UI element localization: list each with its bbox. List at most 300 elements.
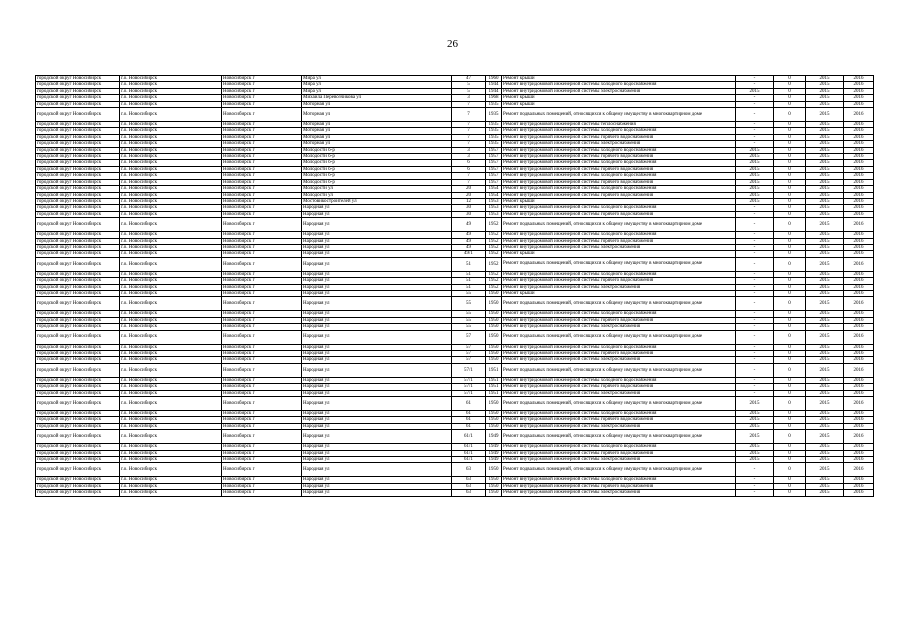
cell-end-year: 2016	[844, 108, 874, 122]
cell-cost: 0	[774, 271, 806, 277]
cell-year: 1950	[486, 483, 502, 489]
cell-house: 57/1	[452, 384, 486, 390]
cell-cost: 0	[774, 95, 806, 101]
cell-work-type: Ремонт внутридомовой инженерной системы холодного водоснабжения	[502, 160, 736, 166]
cell-house: 51	[452, 257, 486, 271]
cell-end-year: 2016	[844, 122, 874, 128]
cell-street: Народная ул	[302, 205, 452, 211]
cell-locality: Новосибирск г	[222, 166, 302, 172]
cell-start-year: 2015	[806, 128, 844, 134]
cell-house: 55	[452, 317, 486, 323]
cell-plan-year: -	[736, 311, 774, 317]
cell-work-type: Ремонт внутридомовой инженерной системы электроснабжения	[502, 423, 736, 429]
cell-work-type: Ремонт внутридомовой инженерной системы горячего водоснабжения	[502, 278, 736, 284]
cell-municipality: городской округ Новосибирск	[36, 397, 120, 411]
table-row	[36, 330, 874, 344]
cell-street: Народная ул	[302, 450, 452, 456]
cell-end-year: 2016	[844, 232, 874, 238]
cell-plan-year: -	[736, 390, 774, 396]
cell-locality: Новосибирск г	[222, 173, 302, 179]
cell-start-year: 2015	[806, 82, 844, 88]
cell-locality: Новосибирск г	[222, 278, 302, 284]
cell-locality: Новосибирск г	[222, 463, 302, 477]
cell-street: Народная ул	[302, 397, 452, 411]
cell-year: 1954	[486, 186, 502, 192]
cell-settlement: г.о. Новосибирск	[120, 450, 222, 456]
table-row	[36, 257, 874, 271]
cell-street: Молодости ул	[302, 192, 452, 198]
cell-plan-year: -	[736, 141, 774, 147]
cell-start-year: 2015	[806, 122, 844, 128]
cell-plan-year: -	[736, 290, 774, 296]
cell-locality: Новосибирск г	[222, 179, 302, 185]
cell-house: 7	[452, 128, 486, 134]
cell-locality: Новосибирск г	[222, 390, 302, 396]
cell-street: Мостовикостроителей ул	[302, 198, 452, 204]
cell-municipality: городской округ Новосибирск	[36, 483, 120, 489]
cell-cost: 0	[774, 257, 806, 271]
cell-house: 61	[452, 423, 486, 429]
cell-start-year: 2015	[806, 290, 844, 296]
cell-end-year: 2016	[844, 411, 874, 417]
cell-settlement: г.о. Новосибирск	[120, 205, 222, 211]
cell-street: Моторная ул	[302, 108, 452, 122]
cell-work-type: Ремонт внутридомовой инженерной системы горячего водоснабжения	[502, 351, 736, 357]
cell-year: 1949	[486, 444, 502, 450]
cell-end-year: 2016	[844, 271, 874, 277]
cell-plan-year: -	[736, 95, 774, 101]
cell-street: Народная ул	[302, 238, 452, 244]
cell-settlement: г.о. Новосибирск	[120, 88, 222, 94]
cell-locality: Новосибирск г	[222, 450, 302, 456]
cell-settlement: г.о. Новосибирск	[120, 463, 222, 477]
cell-end-year: 2016	[844, 278, 874, 284]
cell-end-year: 2016	[844, 101, 874, 107]
cell-end-year: 2016	[844, 363, 874, 377]
cell-house: 7	[452, 141, 486, 147]
cell-settlement: г.о. Новосибирск	[120, 122, 222, 128]
cell-end-year: 2016	[844, 444, 874, 450]
cell-plan-year: 2015	[736, 186, 774, 192]
cell-cost: 0	[774, 244, 806, 250]
cell-street: Народная ул	[302, 463, 452, 477]
cell-cost: 0	[774, 363, 806, 377]
cell-settlement: г.о. Новосибирск	[120, 211, 222, 217]
cell-settlement: г.о. Новосибирск	[120, 244, 222, 250]
cell-settlement: г.о. Новосибирск	[120, 238, 222, 244]
cell-cost: 0	[774, 344, 806, 350]
cell-locality: Новосибирск г	[222, 101, 302, 107]
cell-locality: Новосибирск г	[222, 76, 302, 82]
cell-municipality: городской округ Новосибирск	[36, 76, 120, 82]
cell-end-year: 2016	[844, 179, 874, 185]
cell-locality: Новосибирск г	[222, 357, 302, 363]
cell-street: Народная ул	[302, 324, 452, 330]
cell-settlement: г.о. Новосибирск	[120, 317, 222, 323]
cell-locality: Новосибирск г	[222, 134, 302, 140]
cell-start-year: 2015	[806, 357, 844, 363]
cell-cost: 0	[774, 82, 806, 88]
cell-plan-year: -	[736, 490, 774, 496]
cell-house: 7	[452, 108, 486, 122]
cell-start-year: 2015	[806, 257, 844, 271]
cell-start-year: 2015	[806, 430, 844, 444]
cell-cost: 0	[774, 141, 806, 147]
cell-municipality: городской округ Новосибирск	[36, 218, 120, 232]
cell-work-type: Ремонт внутридомовой инженерной системы горячего водоснабжения	[502, 166, 736, 172]
cell-cost: 0	[774, 218, 806, 232]
cell-year: 1952	[486, 251, 502, 257]
cell-house: 57	[452, 351, 486, 357]
cell-work-type: Ремонт внутридомовой инженерной системы холодного водоснабжения	[502, 477, 736, 483]
cell-year: 1952	[486, 238, 502, 244]
cell-end-year: 2016	[844, 384, 874, 390]
cell-end-year: 2016	[844, 82, 874, 88]
cell-municipality: городской округ Новосибирск	[36, 108, 120, 122]
cell-house: 47	[452, 76, 486, 82]
cell-plan-year: -	[736, 284, 774, 290]
cell-municipality: городской округ Новосибирск	[36, 357, 120, 363]
cell-house: 3	[452, 154, 486, 160]
cell-settlement: г.о. Новосибирск	[120, 271, 222, 277]
cell-end-year: 2016	[844, 205, 874, 211]
cell-work-type: Ремонт внутридомовой инженерной системы холодного водоснабжения	[502, 232, 736, 238]
cell-year: 1957	[486, 173, 502, 179]
cell-municipality: городской округ Новосибирск	[36, 186, 120, 192]
cell-house: 57	[452, 330, 486, 344]
cell-cost: 0	[774, 134, 806, 140]
cell-work-type: Ремонт внутридомовой инженерной системы электроснабжения	[502, 490, 736, 496]
cell-plan-year: -	[736, 330, 774, 344]
table-row	[36, 363, 874, 377]
table-row	[36, 490, 874, 496]
cell-locality: Новосибирск г	[222, 192, 302, 198]
table-row	[36, 430, 874, 444]
cell-settlement: г.о. Новосибирск	[120, 483, 222, 489]
cell-locality: Новосибирск г	[222, 128, 302, 134]
cell-start-year: 2015	[806, 271, 844, 277]
cell-locality: Новосибирск г	[222, 457, 302, 463]
cell-house: 30	[452, 205, 486, 211]
cell-plan-year: -	[736, 257, 774, 271]
cell-locality: Новосибирск г	[222, 330, 302, 344]
cell-work-type: Ремонт подвальных помещений, относящихся к общему имуществу в многоквартирном доме	[502, 257, 736, 271]
cell-end-year: 2016	[844, 430, 874, 444]
cell-settlement: г.о. Новосибирск	[120, 251, 222, 257]
cell-house: 63	[452, 490, 486, 496]
cell-work-type: Ремонт внутридомовой инженерной системы теплоснабжения	[502, 122, 736, 128]
cell-settlement: г.о. Новосибирск	[120, 363, 222, 377]
cell-start-year: 2015	[806, 311, 844, 317]
cell-plan-year: -	[736, 128, 774, 134]
cell-plan-year: -	[736, 218, 774, 232]
cell-street: Народная ул	[302, 477, 452, 483]
cell-settlement: г.о. Новосибирск	[120, 311, 222, 317]
cell-locality: Новосибирск г	[222, 238, 302, 244]
cell-locality: Новосибирск г	[222, 82, 302, 88]
cell-end-year: 2016	[844, 192, 874, 198]
cell-municipality: городской округ Новосибирск	[36, 122, 120, 128]
cell-plan-year: -	[736, 82, 774, 88]
cell-municipality: городской округ Новосибирск	[36, 330, 120, 344]
cell-street: Народная ул	[302, 257, 452, 271]
cell-work-type: Ремонт внутридомовой инженерной системы электроснабжения	[502, 357, 736, 363]
cell-end-year: 2016	[844, 186, 874, 192]
cell-municipality: городской округ Новосибирск	[36, 101, 120, 107]
cell-work-type: Ремонт внутридомовой инженерной системы холодного водоснабжения	[502, 147, 736, 153]
cell-cost: 0	[774, 423, 806, 429]
cell-plan-year: 2015	[736, 417, 774, 423]
cell-end-year: 2016	[844, 344, 874, 350]
cell-start-year: 2015	[806, 95, 844, 101]
cell-cost: 0	[774, 477, 806, 483]
cell-municipality: городской округ Новосибирск	[36, 290, 120, 296]
cell-cost: 0	[774, 311, 806, 317]
cell-cost: 0	[774, 377, 806, 383]
cell-municipality: городской округ Новосибирск	[36, 423, 120, 429]
cell-street: Народная ул	[302, 278, 452, 284]
cell-work-type: Ремонт внутридомовой инженерной системы холодного водоснабжения	[502, 271, 736, 277]
cell-municipality: городской округ Новосибирск	[36, 278, 120, 284]
cell-plan-year: -	[736, 324, 774, 330]
cell-work-type: Ремонт подвальных помещений, относящихся к общему имуществу в многоквартирном доме	[502, 108, 736, 122]
cell-house: 49	[452, 238, 486, 244]
cell-work-type: Ремонт подвальных помещений, относящихся к общему имуществу в многоквартирном доме	[502, 218, 736, 232]
cell-street: Народная ул	[302, 311, 452, 317]
cell-plan-year: -	[736, 351, 774, 357]
cell-start-year: 2015	[806, 317, 844, 323]
cell-settlement: г.о. Новосибирск	[120, 154, 222, 160]
cell-locality: Новосибирск г	[222, 95, 302, 101]
cell-work-type: Ремонт крыши	[502, 251, 736, 257]
cell-street: Народная ул	[302, 411, 452, 417]
cell-locality: Новосибирск г	[222, 88, 302, 94]
cell-end-year: 2016	[844, 211, 874, 217]
cell-start-year: 2015	[806, 186, 844, 192]
cell-street: Народная ул	[302, 211, 452, 217]
cell-municipality: городской округ Новосибирск	[36, 417, 120, 423]
cell-house: 57/1	[452, 390, 486, 396]
cell-cost: 0	[774, 198, 806, 204]
cell-locality: Новосибирск г	[222, 160, 302, 166]
cell-cost: 0	[774, 463, 806, 477]
cell-end-year: 2016	[844, 251, 874, 257]
cell-settlement: г.о. Новосибирск	[120, 284, 222, 290]
cell-year: 1950	[486, 463, 502, 477]
cell-plan-year: -	[736, 122, 774, 128]
cell-settlement: г.о. Новосибирск	[120, 444, 222, 450]
cell-work-type: Ремонт крыши	[502, 290, 736, 296]
cell-plan-year: -	[736, 463, 774, 477]
cell-municipality: городской округ Новосибирск	[36, 363, 120, 377]
cell-end-year: 2016	[844, 450, 874, 456]
cell-plan-year: -	[736, 377, 774, 383]
cell-plan-year: 2015	[736, 179, 774, 185]
cell-cost: 0	[774, 317, 806, 323]
cell-work-type: Ремонт внутридомовой инженерной системы электроснабжения	[502, 244, 736, 250]
cell-locality: Новосибирск г	[222, 211, 302, 217]
cell-street: Народная ул	[302, 284, 452, 290]
cell-start-year: 2015	[806, 88, 844, 94]
cell-year: 1953	[486, 198, 502, 204]
cell-municipality: городской округ Новосибирск	[36, 324, 120, 330]
cell-cost: 0	[774, 297, 806, 311]
cell-street: Народная ул	[302, 417, 452, 423]
cell-municipality: городской округ Новосибирск	[36, 430, 120, 444]
cell-street: Моторная ул	[302, 134, 452, 140]
cell-work-type: Ремонт крыши	[502, 198, 736, 204]
cell-plan-year: -	[736, 271, 774, 277]
cell-locality: Новосибирск г	[222, 363, 302, 377]
cell-house: 61	[452, 417, 486, 423]
cell-work-type: Ремонт внутридомовой инженерной системы холодного водоснабжения	[502, 444, 736, 450]
cell-cost: 0	[774, 483, 806, 489]
cell-municipality: городской округ Новосибирск	[36, 244, 120, 250]
cell-street: Молодости б-р	[302, 173, 452, 179]
cell-work-type: Ремонт внутридомовой инженерной системы горячего водоснабжения	[502, 192, 736, 198]
cell-year: 1957	[486, 160, 502, 166]
cell-year: 1935	[486, 134, 502, 140]
cell-cost: 0	[774, 290, 806, 296]
cell-plan-year: -	[736, 344, 774, 350]
cell-work-type: Ремонт внутридомовой инженерной системы горячего водоснабжения	[502, 483, 736, 489]
cell-cost: 0	[774, 324, 806, 330]
cell-settlement: г.о. Новосибирск	[120, 218, 222, 232]
cell-year: 1952	[486, 278, 502, 284]
cell-end-year: 2016	[844, 218, 874, 232]
cell-start-year: 2015	[806, 463, 844, 477]
cell-settlement: г.о. Новосибирск	[120, 257, 222, 271]
cell-settlement: г.о. Новосибирск	[120, 477, 222, 483]
cell-locality: Новосибирск г	[222, 232, 302, 238]
cell-municipality: городской округ Новосибирск	[36, 390, 120, 396]
cell-cost: 0	[774, 101, 806, 107]
cell-locality: Новосибирск г	[222, 311, 302, 317]
cell-end-year: 2016	[844, 95, 874, 101]
cell-plan-year: 2015	[736, 147, 774, 153]
cell-year: 1950	[486, 324, 502, 330]
cell-cost: 0	[774, 238, 806, 244]
cell-house: 63	[452, 463, 486, 477]
cell-plan-year: 2015	[736, 444, 774, 450]
cell-locality: Новосибирск г	[222, 122, 302, 128]
cell-end-year: 2016	[844, 377, 874, 383]
cell-year: 1952	[486, 218, 502, 232]
cell-street: Народная ул	[302, 297, 452, 311]
cell-start-year: 2015	[806, 297, 844, 311]
cell-plan-year: 2015	[736, 430, 774, 444]
cell-year: 1950	[486, 411, 502, 417]
cell-year: 1957	[486, 147, 502, 153]
cell-locality: Новосибирск г	[222, 477, 302, 483]
cell-work-type: Ремонт внутридомовой инженерной системы холодного водоснабжения	[502, 311, 736, 317]
cell-start-year: 2015	[806, 278, 844, 284]
cell-start-year: 2015	[806, 205, 844, 211]
cell-cost: 0	[774, 444, 806, 450]
cell-year: 1951	[486, 363, 502, 377]
cell-start-year: 2015	[806, 76, 844, 82]
cell-plan-year: 2015	[736, 397, 774, 411]
cell-work-type: Ремонт внутридомовой инженерной системы горячего водоснабжения	[502, 238, 736, 244]
cell-year: 1950	[486, 297, 502, 311]
cell-municipality: городской округ Новосибирск	[36, 147, 120, 153]
cell-cost: 0	[774, 192, 806, 198]
cell-year: 1957	[486, 166, 502, 172]
cell-house: 51	[452, 284, 486, 290]
cell-house: 61/1	[452, 457, 486, 463]
cell-cost: 0	[774, 166, 806, 172]
cell-year: 1944	[486, 82, 502, 88]
cell-house: 57/1	[452, 377, 486, 383]
cell-plan-year: -	[736, 317, 774, 323]
cell-cost: 0	[774, 205, 806, 211]
cell-year: 1951	[486, 384, 502, 390]
cell-year: 1950	[486, 423, 502, 429]
cell-end-year: 2016	[844, 160, 874, 166]
cell-year: 1935	[486, 122, 502, 128]
cell-work-type: Ремонт внутридомовой инженерной системы горячего водоснабжения	[502, 134, 736, 140]
cell-municipality: городской округ Новосибирск	[36, 271, 120, 277]
cell-street: Моторная ул	[302, 101, 452, 107]
cell-street: Молодости б-р	[302, 179, 452, 185]
cell-work-type: Ремонт внутридомовой инженерной системы горячего водоснабжения	[502, 154, 736, 160]
cell-start-year: 2015	[806, 417, 844, 423]
cell-end-year: 2016	[844, 76, 874, 82]
cell-start-year: 2015	[806, 232, 844, 238]
cell-street: Народная ул	[302, 357, 452, 363]
cell-settlement: г.о. Новосибирск	[120, 423, 222, 429]
cell-cost: 0	[774, 173, 806, 179]
cell-house: 6	[452, 166, 486, 172]
cell-cost: 0	[774, 384, 806, 390]
cell-work-type: Ремонт крыши	[502, 76, 736, 82]
cell-municipality: городской округ Новосибирск	[36, 160, 120, 166]
cell-year: 1950	[486, 477, 502, 483]
cell-start-year: 2015	[806, 198, 844, 204]
cell-street: Народная ул	[302, 490, 452, 496]
table-row	[36, 108, 874, 122]
cell-year: 1951	[486, 390, 502, 396]
cell-cost: 0	[774, 351, 806, 357]
cell-house: 61/1	[452, 444, 486, 450]
cell-settlement: г.о. Новосибирск	[120, 278, 222, 284]
cell-cost: 0	[774, 411, 806, 417]
cell-house: 55	[452, 297, 486, 311]
cell-settlement: г.о. Новосибирск	[120, 198, 222, 204]
cell-municipality: городской округ Новосибирск	[36, 457, 120, 463]
cell-start-year: 2015	[806, 238, 844, 244]
cell-plan-year: 2015	[736, 411, 774, 417]
cell-start-year: 2015	[806, 108, 844, 122]
cell-year: 1950	[486, 417, 502, 423]
cell-year: 1950	[486, 351, 502, 357]
cell-cost: 0	[774, 186, 806, 192]
cell-cost: 0	[774, 284, 806, 290]
cell-municipality: городской округ Новосибирск	[36, 317, 120, 323]
cell-plan-year: 2015	[736, 423, 774, 429]
cell-street: Народная ул	[302, 483, 452, 489]
cell-work-type: Ремонт подвальных помещений, относящихся к общему имуществу в многоквартирном доме	[502, 430, 736, 444]
cell-house: 63	[452, 477, 486, 483]
cell-house: 49	[452, 244, 486, 250]
cell-street: Молодости б-р	[302, 154, 452, 160]
cell-year: 1949	[486, 457, 502, 463]
cell-municipality: городской округ Новосибирск	[36, 95, 120, 101]
cell-plan-year: 2015	[736, 88, 774, 94]
cell-plan-year: -	[736, 278, 774, 284]
cell-locality: Новосибирск г	[222, 108, 302, 122]
cell-start-year: 2015	[806, 344, 844, 350]
